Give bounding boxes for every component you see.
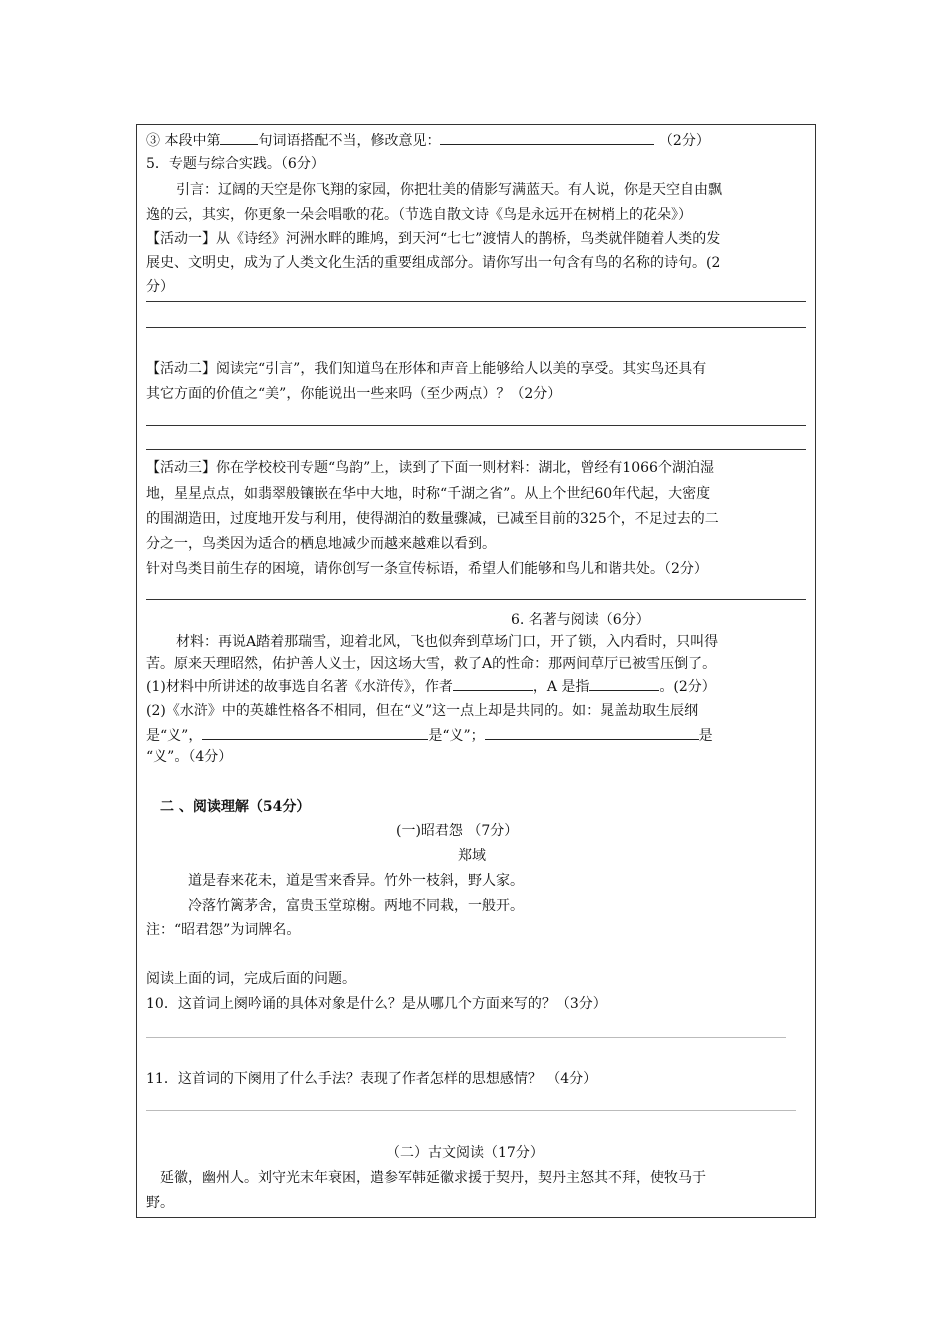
author-blank[interactable]: [453, 676, 533, 691]
classic-title: （二）古文阅读（17分）: [386, 1145, 544, 1161]
instruction: 阅读上面的词，完成后面的问题。: [146, 971, 356, 987]
section6-title: 6. 名著与阅读（6分）: [511, 612, 650, 628]
poem-title: (一)昭君怨 （7分）: [396, 823, 519, 839]
q6-2-end: “义”。（4分）: [146, 749, 233, 765]
answer-line[interactable]: [146, 1110, 796, 1111]
answer-line[interactable]: [146, 425, 806, 426]
activity3-text: 分之一，鸟类因为适合的栖息地减少而越来越难以看到。: [146, 536, 496, 552]
activity3-text: 【活动三】你在学校校刊专题“鸟韵”上，读到了下面一则材料：湖北，曾经有1066个湖泊湿: [146, 460, 714, 476]
activity1-text: 分）: [146, 279, 174, 295]
activity2-text: 【活动二】阅读完“引言”，我们知道鸟在形体和声音上能够给人以美的享受。其实鸟还具有: [146, 361, 707, 377]
intro-text: 引言：辽阔的天空是你飞翔的家园，你把壮美的倩影写满蓝天。有人说，你是天空自由飘: [176, 182, 722, 198]
intro-text: 逸的云，其实，你更象一朵会唱歌的花。（节选自散文诗《鸟是永远开在树梢上的花朵》）: [146, 207, 692, 223]
question-11: 11．这首词的下阕用了什么手法？表现了作者怎样的思想感情？ （4分）: [146, 1071, 598, 1087]
answer-line[interactable]: [146, 327, 806, 328]
activity1-text: 【活动一】从《诗经》河洲水畔的雎鸠，到天河“七七”渡情人的鹊桥，鸟类就伴随着人类的发: [146, 231, 721, 247]
poem-note: 注：“昭君怨”为词牌名。: [146, 922, 301, 938]
answer-line[interactable]: [146, 449, 806, 450]
answer-line[interactable]: [146, 1037, 786, 1038]
q6-1: (1)材料中所讲述的故事选自名著《水浒传》，作者 ，A 是指 。(2分）: [146, 676, 716, 696]
activity3-text: 的围湖造田，过度地开发与利用，使得湖泊的数量骤减，已减至目前的325个，不足过去的二: [146, 511, 719, 527]
section5-title: 5．专题与综合实践。（6分）: [146, 156, 325, 172]
part2-title: 二 、阅读理解（54分）: [160, 799, 311, 815]
material-text: 材料：再说A踏着那瑞雪，迎着北风，飞也似奔到草场门口，开了锁，入内看时，只叫得: [176, 634, 719, 650]
activity2-text: 其它方面的价值之“美”，你能说出一些来吗（至少两点）？（2分）: [146, 386, 562, 402]
answer-blank[interactable]: [485, 725, 699, 740]
q3-line: ③ 本段中第 句词语搭配不当，修改意见： （2分）: [146, 130, 710, 150]
poem-line: 冷落竹篱茅舍，富贵玉堂琼榭。两地不同栽，一般开。: [188, 898, 524, 914]
classic-text: 野。: [146, 1195, 174, 1211]
a-refers-blank[interactable]: [589, 676, 659, 691]
q6-2-line: 是“义”， 是“义”； 是: [146, 725, 713, 745]
activity3-text: 针对鸟类目前生存的困境，请你创写一条宣传标语，希望人们能够和鸟儿和谐共处。（2分）: [146, 561, 708, 577]
material-text: 苦。原来天理昭然，佑护善人义士，因这场大雪，救了A的性命：那两间草厅已被雪压倒了。: [146, 656, 717, 672]
activity3-text: 地，星星点点，如翡翠般镶嵌在华中大地，时称“千湖之省”。从上个世纪60年代起，大密度: [146, 486, 711, 502]
answer-line[interactable]: [146, 301, 806, 302]
answer-blank[interactable]: [202, 725, 428, 740]
classic-text: 延徽，幽州人。刘守光末年衰困，遣参军韩延徽求援于契丹，契丹主怒其不拜，使牧马于: [160, 1170, 706, 1186]
poem-line: 道是春来花未，道是雪来香异。竹外一枝斜，野人家。: [188, 873, 524, 889]
q6-2: (2)《水浒》中的英雄性格各不相同，但在“义”这一点上却是共同的。如：晁盖劫取生辰纲: [146, 703, 699, 719]
answer-blank[interactable]: [220, 130, 258, 145]
answer-line[interactable]: [146, 599, 806, 600]
question-10: 10．这首词上阕吟诵的具体对象是什么？是从哪几个方面来写的？（3分）: [146, 996, 607, 1012]
activity1-text: 展史、文明史，成为了人类文化生活的重要组成部分。请你写出一句含有鸟的名称的诗句。(2: [146, 255, 721, 271]
poem-author: 郑域: [458, 848, 486, 864]
answer-blank[interactable]: [440, 130, 654, 145]
